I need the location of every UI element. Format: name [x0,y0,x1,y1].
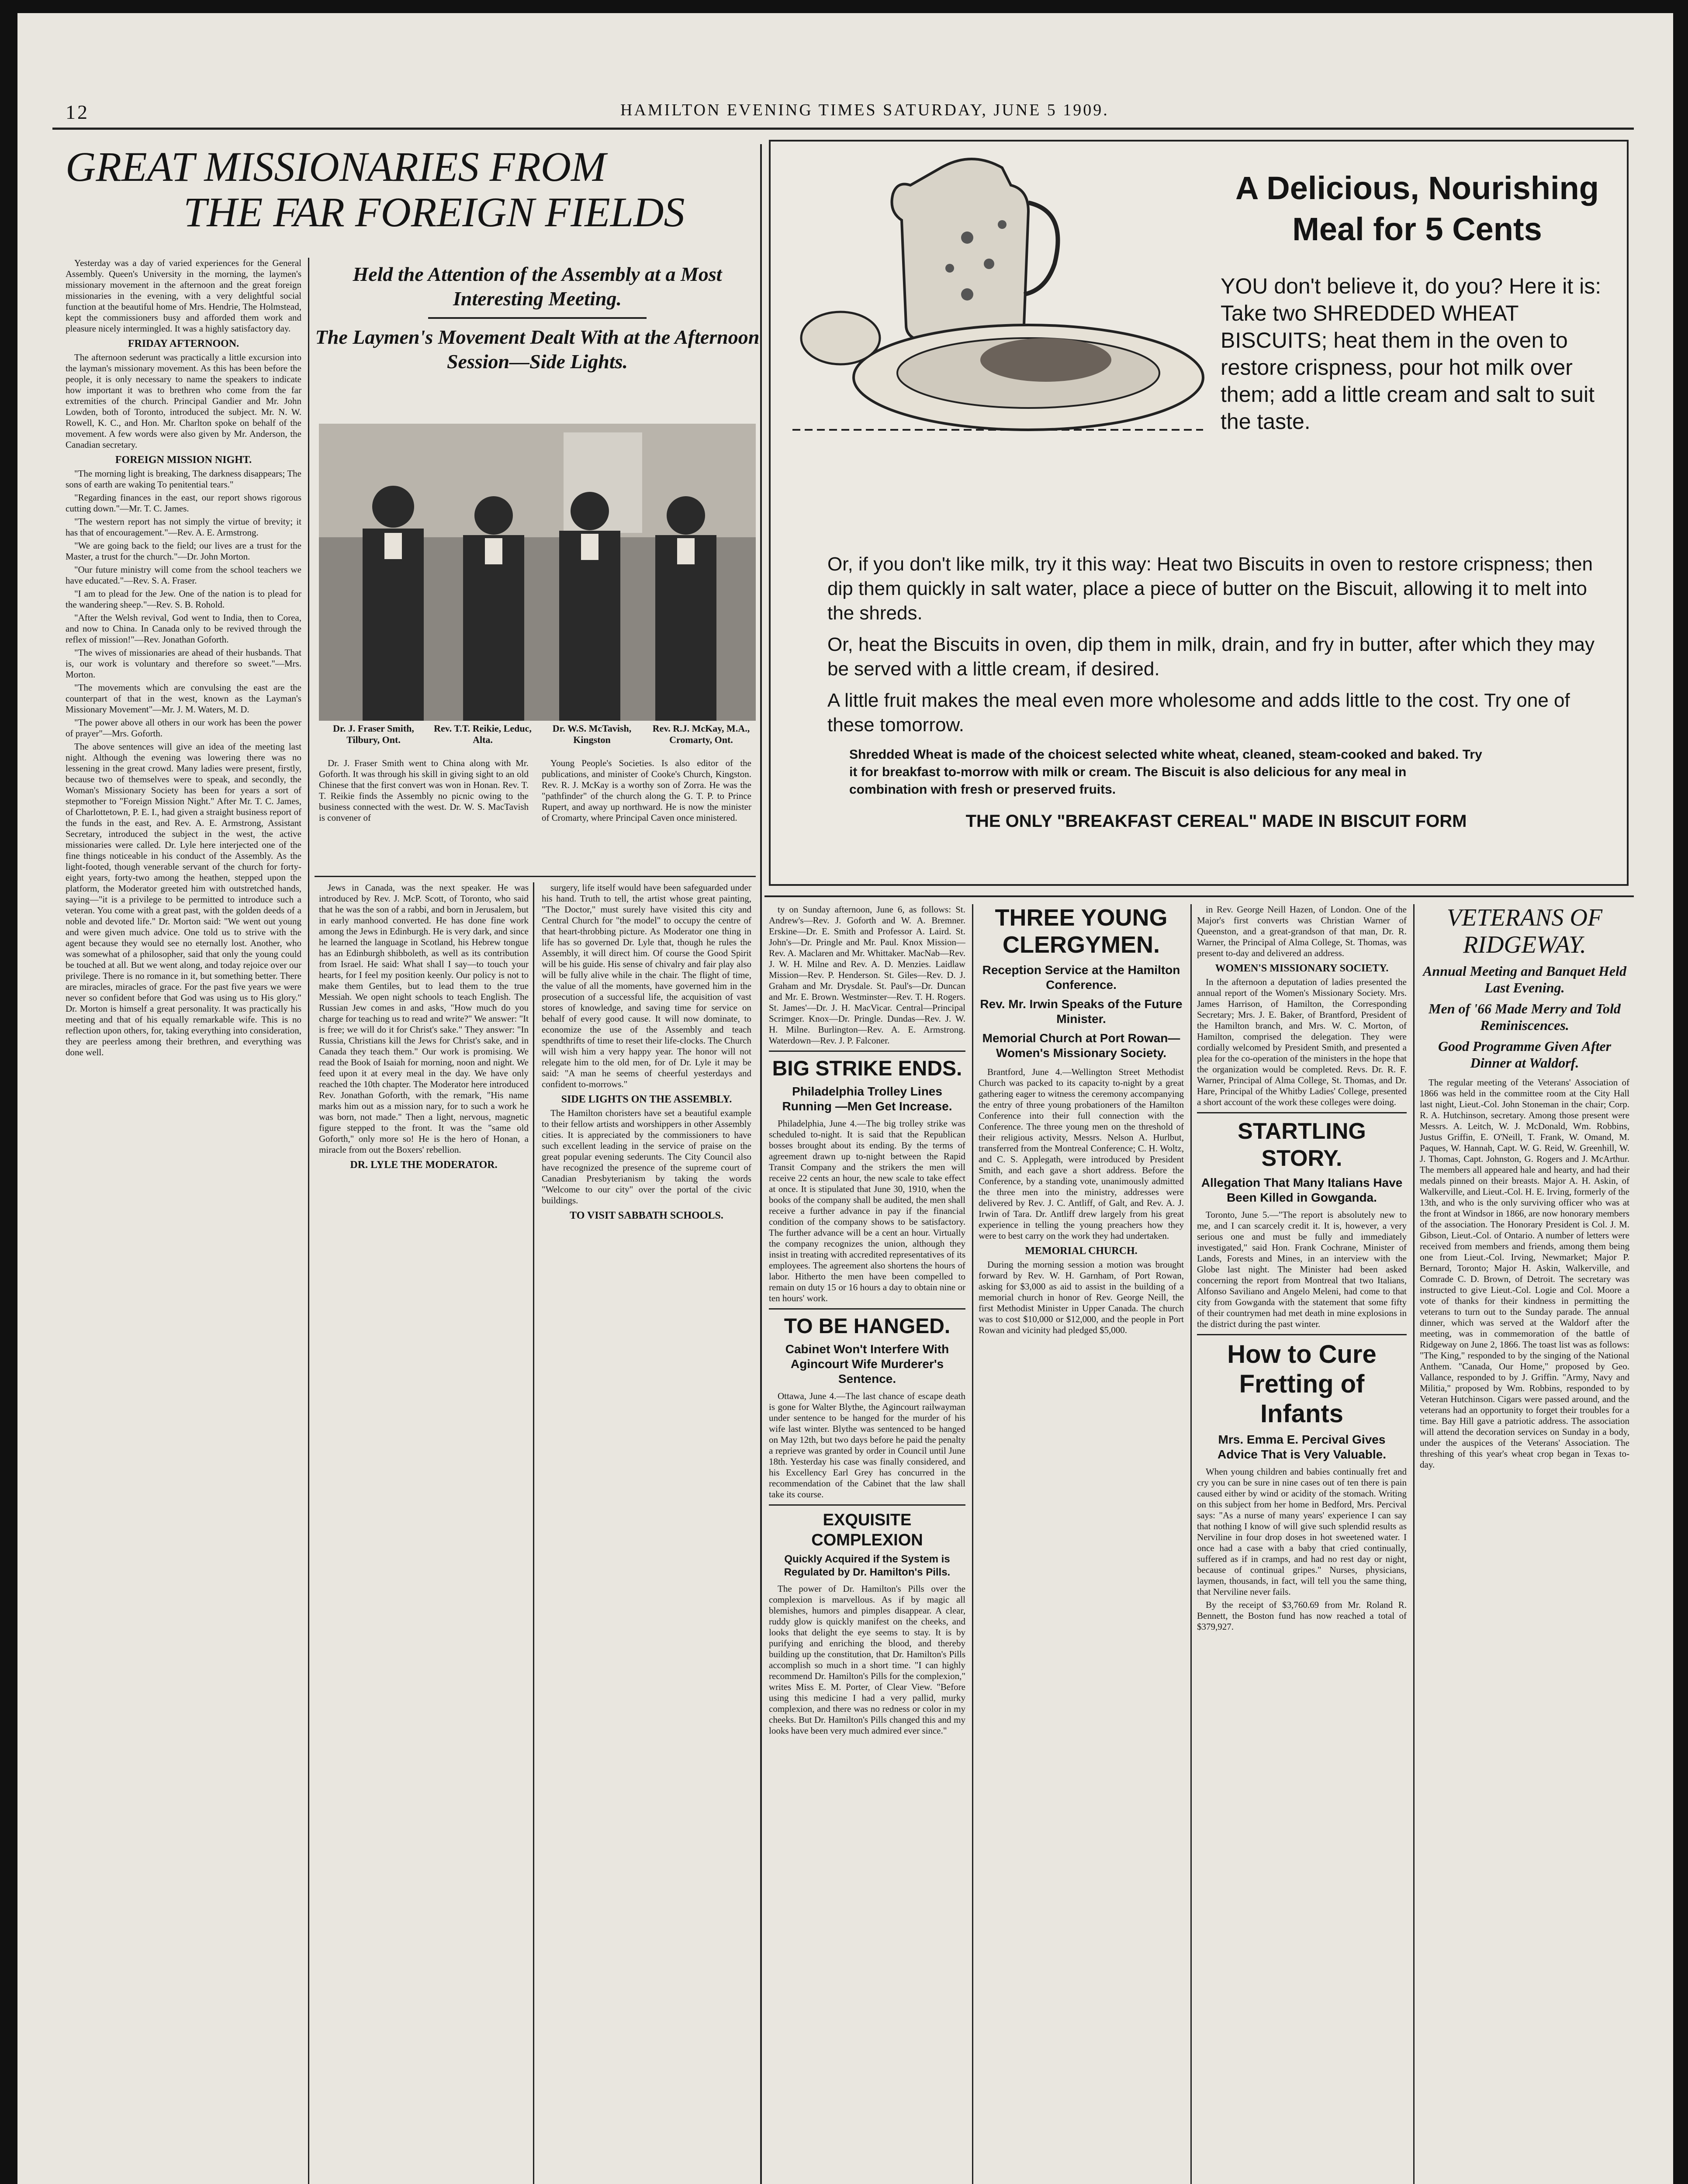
clergymen-deck-3: Memorial Church at Port Rowan—Women's Missionary Society. [982,1031,1180,1060]
photo-story-rule [315,876,756,877]
veterans-deck-2: Men of '66 Made Merry and Told Reminiscences. [1429,1001,1621,1033]
headline-line-2: THE FAR FOREIGN FIELDS [183,189,685,235]
subhead-side-lights: SIDE LIGHTS ON THE ASSEMBLY. [561,1094,732,1105]
infants-footer: By the receipt of $3,760.69 from Mr. Roland R. Bennett, the Boston fund has now reached a total of $379,927. [1197,1600,1407,1632]
missionaries-decks [315,262,760,411]
story-rule [769,1504,965,1506]
complexion-headline: EXQUISITE COMPLEXION [811,1511,923,1549]
hanged-deck: Cabinet Won't Interfere With Agincourt Wife Murderer's Sentence. [785,1342,949,1386]
ad-intro-block [784,273,1614,543]
column-rule [308,258,309,2184]
subhead-wms: WOMEN'S MISSIONARY SOCIETY. [1215,963,1389,974]
quote-2: "Regarding finances in the east, our report shows rigorous cutting down."—Mr. T. C. James. [66,492,301,514]
startling-headline: STARTLING STORY. [1238,1119,1366,1171]
infants-deck: Mrs. Emma E. Percival Gives Advice That is Very Valuable. [1218,1433,1386,1461]
side-lights-body: The Hamilton choristers have set a beautiful example to their fellow artists and worshippers in other Assembly cities. It is appreciated by the commissioners to have such excellent leading in the service of praise on the great popular evening sederunts. The City Council also have recognized the presence of the supreme court of Canadian Presbyterianism by taking the words "Welcome to our city" over the portal of the civic buildings. [542,1108,751,1206]
story-rule [1197,1334,1407,1335]
wms-intro: in Rev. George Neill Hazen, of London. One of the Major's first converts was Christian Warner of Queenston, and a great-grandson of that man, Dr. R. Warner, the Principal of Alma College, St. Thomas, was present to-day and delivered an address. [1197,904,1407,958]
missionaries-column-2 [319,882,529,2184]
news-column-4 [769,904,965,2184]
complexion-deck: Quickly Acquired if the System is Regulated by Dr. Hamilton's Pills. [784,1553,951,1578]
subhead-memorial-church: MEMORIAL CHURCH. [1025,1245,1138,1257]
clergymen-deck-1: Reception Service at the Hamilton Conference. [982,963,1180,992]
clergymen-deck-2: Rev. Mr. Irwin Speaks of the Future Minister. [980,997,1183,1026]
quote-7: "After the Welsh revival, God went to India, then to Corea, and now to China. In Canada only to be revived through the reflex of mission!"—Rev. Jonathan Goforth. [66,612,301,645]
ad-paragraph-4: A little fruit makes the meal even more wholesome and adds little to the cost. Try one of these tomorrow. [827,690,1570,736]
caption-mctavish: Dr. W.S. McTavish, Kingston [552,723,632,745]
subhead-friday-afternoon: FRIDAY AFTERNOON. [128,338,239,349]
deck-divider [428,317,647,319]
startling-deck: Allegation That Many Italians Have Been Killed in Gowganda. [1201,1176,1403,1204]
masthead [66,100,1621,127]
caption-reikie: Rev. T.T. Reikie, Leduc, Alta. [434,723,532,745]
column-3-body: surgery, life itself would have been safeguarded under his hand. Truth to tell, the artist whose great painting, "The Doctor," must surely have visited this city and Central Church for "the model" to occupy the centre of that heart-throbbing picture. As Moderator one thing in life has so governed Dr. Lyle that, though he rules the Assembly, it will direct him. Of course the Good Spirit will be his guide. His sense of chivalry and fair play also will be fully alive while in the chair. The flight of time, the value of all the moments, have governed him in the prosecution of a successful life, the acquisition of vast stores of knowledge, and saving time for service on behalf of every good cause. It will now dominate, to economize the use of the Assembly and teach spendthrifts of time to reset their life-clocks. The Church will wish him a very happy year. The honor will not relegate him to the old men, for of Dr. Lyle it may be said: "A man he seems of cheerful yesterdays and confident to-morrows." [542,882,751,1089]
infants-body: When young children and babies continually fret and cry you can be sure in nine cases out of ten there is pain caused either by wind or acidity of the stomach. Writing on this subject from her home in Bedford, Mrs. Percival says: "As a nurse of many years' experience I can say that nothing I know of will give such splendid results as Nerviline in four drop doses in hot sweetened water. I once had a case with a baby that cried continually, suffered as if in cramps, and had no rest day or night, because of continual gripes." Nurses, physicians, laymen, thousands, in fact, will tell you the same thing, that Nerviline never fails. [1197,1466,1407,1597]
photo-story-left [319,758,529,871]
hanged-headline: TO BE HANGED. [784,1315,951,1338]
veterans-deck-3: Good Programme Given After Dinner at Waldorf. [1438,1038,1612,1071]
missionaries-column-3 [542,882,751,2184]
quote-9: "The movements which are convulsing the east are the counterpart of that in the west, known as the Layman's Missionary Movement"—Mr. J. M. Waters, M. D. [66,682,301,715]
photo-story-left-text: Dr. J. Fraser Smith went to China along with Mr. Goforth. It was through his skill in giving sight to an old Chinese that the first convert was won in Honan. Rev. T. T. Reikie finds the Assembly no picnic owing to the business connected with the west. Dr. W. S. MacTavish is convener of [319,758,529,823]
strike-deck: Philadelphia Trolley Lines Running —Men Get Increase. [782,1085,952,1113]
news-column-6 [1197,904,1407,2184]
column-2-body: Jews in Canada, was the next speaker. He was introduced by Rev. J. McP. Scott, of Toronto, who said that he was the son of a rabbi, and born in Jerusalem, but in early manhood converted. He has done fine work among the Jews in Edinburgh. He is very dark, and since he learned the language in Scotland, his Hebrew tongue has an Edinburgh shibboleth, as well as its contribution from Israel. He said: What shall I say—to touch your hearts, for I feel my position keenly. Our policy is not to make them Gentiles, but to lead them to the true Messiah. We open night schools to teach English. The Russian Jew comes in and asks, "How much do you charge for teaching us to read and write?" We answer: "It is free; we will do it for Christ's sake." They answer: "In Russia, Christians kill the Jews for Christ's sake, and in Canada they teach them." Our work is promising. We read the Book of Isaiah for morning, noon and night. We feed upon it at every meal in the day. We have only reached the 10th chapter. The Moderator here introduced Rev. Jonathan Goforth, with the remark, "His name marks him out as a mission nary, for to such a work he was born, not made." Then a light, nervous, magnetic figure stepped to the front. It was the "same old Goforth," only more so! He is the hero of Honan, a miracle from out the Boxers' rebellion. [319,882,529,1155]
strike-body: Philadelphia, June 4.—The big trolley strike was scheduled to-night. It is said that the Republican bosses brought about its ending. By the terms of agreement drawn up to-night between the Rapid Transit Company and the strikers the men will receive 22 cents an hour, the new scale to take effect at once. It is stipulated that June 30, 1910, when the books of the company shall be audited, the men shall receive a further advance in pay if the financial condition of the company shows to be satisfactory. The further advance will be a cent an hour. Virtually the company recognizes the union, although they insist in treating with accredited representatives of its employees. The agreement also shortens the hours of labor. Hitherto the men have been compelled to remain on duty 15 or 16 hours a day to obtain nine or ten hours' work. [769,1118,965,1303]
clergymen-headline: THREE YOUNG CLERGYMEN. [995,905,1168,958]
wms-body: In the afternoon a deputation of ladies presented the annual report of the Women's Missionary Society. Mrs. James Harrison, of Hamilton, the Corresponding Secretary; Mrs. J. E. Baker, of Brantford, President of the Hamilton branch, and Mrs. W. C. Morton, of Hamilton, comprised the delegation. They were cordially welcomed by President Smith, and presented a plea for the co-operation of the ministers in the hope that the organization would be completed. Revs. Dr. R. F. Warner, Principal of Alma College, St. Thomas, and Dr. Hare, Principal of the Whitby Ladies' College, presented a short account of the work these colleges were doing. [1197,977,1407,1107]
quote-10: "The power above all others in our work has been the power of prayer"—Mrs. Goforth. [66,717,301,739]
story-rule [769,1051,965,1052]
news-column-7 [1420,904,1629,2184]
subhead-moderator: DR. LYLE THE MODERATOR. [350,1159,498,1171]
quote-1: "The morning light is breaking, The darkness disappears; The sons of earth are waking To penitential tears." [66,468,301,490]
photo-story-right [542,758,751,871]
ad-float-spacer [784,273,1221,535]
column-rule [1413,904,1415,2184]
veterans-deck-1: Annual Meeting and Banquet Held Last Evening. [1423,963,1626,995]
deck-1: Held the Attention of the Assembly at a Most Interesting Meeting. [353,263,722,310]
missionaries-headline [66,144,764,245]
article-lead: Yesterday was a day of varied experiences for the General Assembly. Queen's University in the morning, the laymen's missionary movement in the afternoon and the great foreign missionaries in the evening, with a very delightful social function at the beautiful home of Mrs. Hendrie, The Holmstead, kept the commissioners busy and afforded them work and pleasure nicely intermingled. It was a highly satisfactory day. [66,258,301,334]
column-rule [1190,904,1192,2184]
quote-6: "I am to plead for the Jew. One of the nation is to plead for the wandering sheep."—Rev. S. B. Rohold. [66,588,301,610]
news-column-5 [979,904,1184,2184]
veterans-body: The regular meeting of the Veterans' Association of 1866 was held in the committee room at the City Hall last night, Lieut.-Col. John Stoneman in the chair; Corp. R. A. Hutchinson, secretary. Among those present were Messrs. A. Leitch, W. J. McDonald, Wm. Robbins, Justus Griffin, E. O'Neill, T. Frank, W. Omand, M. Paques, W. Hannah, Capt. W. G. Reid, W. Greenhill, W. J. Thomas, Capt. Johnston, G. Rogers and J. McArthur. The members all appeared hale and hearty, and had their medals pinned on their breasts. Major A. H. Askin, of Walkerville, and Lieut.-Col. H. E. Irving, formerly of the 13th, and who is the only surviving officer who was at the front at Windsor in 1866, are now honorary members of the association. The Honorary President is Col. J. M. Gibson, Lieut.-Col. of Ontario. A number of letters were received from members and friends, among them being one from Lieut.-Col. Irving, Newmarket; Major P. Bernard, Toronto; Major H. Askin, Walkerville, and Comrade C. D. Brown, of Detroit. The secretary was instructed to give Lieut.-Col. Logie and Col. Moore a vote of thanks for their kindness in permitting the veterans to turn out to the Sunday parade. The annual dinner, which was served at the Waldorf after the meeting, was in commemoration of the battle of Ridgeway on June 2, 1866. The toast list was as follows: "The King," responded to by the singing of the National Anthem. "Canada, Our Home," proposed by Geo. Vallance, responded to by J. Griffin. "Army, Navy and Militia," proposed by Wm. Robbins, responded to by Veteran Hutchinson. Cigars were passed around, and the veterans had an opportunity to forget their troubles for a time. Bay Hill gave a patriotic address. The association will attend the decoration services on Sunday in a body, under the auspices of the Veterans' Association. The threshing of this year's wheat crop began in Texas to-day. [1420,1077,1629,1470]
quote-4: "We are going back to the field; our lives are a trust for the Master, a trust for the church."—Dr. John Morton. [66,540,301,562]
ad-paragraph-2: Or, if you don't like milk, try it this way: Heat two Biscuits in oven to restore crispness; then dip them quickly in salt water, place a piece of butter on the Biscuit, allowing it to melt into the shreds. [827,553,1593,624]
memorial-body: During the morning session a motion was brought forward by Rev. W. H. Garnham, of Port Rowan, asking for $3,000 as aid to assist in the building of a memorial church in honor of Rev. George Neill, the first Methodist Minister in Upper Canada. The church was to cost $10,000 or $12,000, and the people in Port Rowan and vicinity had pledged $5,000. [979,1259,1184,1335]
church-list: ty on Sunday afternoon, June 6, as follows: St. Andrew's—Rev. J. Goforth and W. A. Bremner. Erskine—Dr. E. Smith and Professor A. Laird. St. John's—Dr. Pringle and Mr. Paul. Knox Mission—Rev. A. Maclaren and Mr. Whittaker. MacNab—Rev. J. W. H. Milne and Rev. A. D. Menzies. Laidlaw Mission—Rev. P. Henderson. St. Giles—Rev. D. J. Graham and Mr. Drysdale. St. Paul's—Dr. Duncan and Mr. E. Brown. Westminster—Rev. T. H. Rogers. St. James'—Dr. J. H. MacVicar. Central—Principal Scrimger. Knox—Dr. Pringle. Dundas—Rev. J. W. H. Milne. Burlington—Rev. A. E. Armstrong. Waterdown—Rev. J. P. Falconer. [769,904,965,1046]
subhead-sabbath-schools: TO VISIT SABBATH SCHOOLS. [570,1210,723,1221]
photo-illustration [319,424,756,721]
column-rule [972,904,973,2184]
photo-caption [319,723,756,753]
headline-line-1: GREAT MISSIONARIES FROM [66,144,606,190]
masthead-rule [52,128,1634,130]
story-rule [1197,1112,1407,1113]
ad-headline: A Delicious, Nourishing Meal for 5 Cents [1235,170,1599,247]
deck-2: The Laymen's Movement Dealt With at the Afternoon Session—Side Lights. [315,326,760,373]
caption-mckay: Rev. R.J. McKay, M.A., Cromarty, Ont. [652,723,750,745]
column-rule [533,882,534,2184]
clergymen-body: Brantford, June 4.—Wellington Street Methodist Church was packed to its capacity to-night by a great gathering eager to witness the ceremony accompanying the entry of three young probationers of the Hamilton Conference into their full connection with the Conference. The three young men on the threshold of their religious activity, Messrs. Nelson A. Hurlbut, transferred from the Montreal Conference; C. H. Woltz, and C. S. Applegath, were introduced by President Smith, and each gave a short address. Before the Conference, by a standing vote, unanimously admitted the three men into the ministry, addresses were delivered by Rev. J. C. Antliff, of Galt, and Rev. A. J. Irwin of Tara. Dr. Antliff drew largely from his great experience in telling the young preachers how they were to best carry on the work they had undertaken. [979,1067,1184,1241]
story-rule [769,1308,965,1310]
shredded-wheat-ad [769,140,1629,886]
quote-5: "Our future ministry will come from the school teachers we have educated."—Rev. S. A. Fraser. [66,564,301,586]
photo-story-right-text: Young People's Societies. Is also editor of the publications, and minister of Cooke's Church, Kingston. Rev. R. J. McKay is a worthy son of Zorra. He was the "pathfinder" of the church along the G. T. P. to Prince Rupert, and away up northward. He is now the minister of Cromarty, where Principal Caven once ministered. [542,758,751,823]
hanged-body: Ottawa, June 4.—The last chance of escape death is gone for Walter Blythe, the Agincourt railwayman under sentence to be hanged for the murder of his wife last winter. Blythe was sentenced to be hanged on May 12th, but two days before he paid the penalty a reprieve was granted by order in Council until June 18th. Yesterday his case was finally considered, and his Excellency Earl Grey has concurred in the recommendation of the Cabinet that the law shall take its course. [769,1391,965,1500]
afternoon-paragraph: The afternoon sederunt was practically a little excursion into the layman's missionary movement. As this has been before the people, it is only necessary to name the speakers to indicate how important it was to brethren who come from the far extremities of the church. Principal Gandier and Mr. John Lowden, both of Toronto, introduced the subject. Mr. N. W. Rowell, K. C., and Hon. Mr. Charlton spoke on behalf of the movement. A few words were also given by Mr. Anderson, the Canadian secretary. [66,352,301,450]
ad-footer: THE ONLY "BREAKFAST CEREAL" MADE IN BISCUIT FORM [965,812,1467,831]
clergymen-photo [319,424,756,721]
newspaper-page [17,13,1673,2184]
section-rule [764,895,1634,897]
ad-body [827,552,1605,884]
subhead-foreign-mission-night: FOREIGN MISSION NIGHT. [115,454,252,466]
ad-intro: YOU don't believe it, do you? Here it is: Take two SHREDDED WHEAT BISCUITS; heat them in the oven to restore crispness, pour hot milk over them; add a little cream and salt to suit the taste. [1221,274,1602,434]
column-1-body: The above sentences will give an idea of the meeting last night. Although the evening was lowering there was no lessening in the great crowd. Many ladies were present, firstly, because two of themselves were to speak, and secondly, the Woman's Missionary Society has been for years a sort of stepmother to "Foreign Mission Night." After Mr. T. C. James, of Charlottetown, P. E. I., had given a straight business report of the funds in the east, and Rev. A. E. Armstrong, Assistant Secretary, introduced the subject in the west, the active missionaries were called. Dr. Lyle here interjected one of the fine things noticeable in his conduct of the Assembly. As the light-footed, though venerable servant of the church for forty-eight years, forty-two among the heathen, stepped upon the platform, the Moderator greeted him with outstretched hands, saying—"it is a privilege to be permitted to introduce such a veteran. You come with a great past, with the golden deeds of a noble and devoted life." Dr. Morton said: "We went out young and were given much advice. One told us to strive with the agent because they would see no eternally lost. Another, who was somewhat of a philosopher, said that only the young could be touched at all. But we went along, and today rejoice over our privilege. There is no romance in it, but something better. There are miracles, miracles of grace. For the past five years we were never so confident before that God was using us to His glory." Dr. Morton is himself a great personality. It was practically his meeting and that of his equally remarkable wife. This is no reflection upon others, for, taking everything into consideration, they are peerless among their brethren, and everything was done well. [66,741,301,1057]
ad-paragraph-3: Or, heat the Biscuits in oven, dip them in milk, drain, and fry in butter, after which they may be served with a little cream, if desired. [827,634,1595,680]
missionaries-column-1 [66,258,301,2184]
quote-8: "The wives of missionaries are ahead of their husbands. That is, our work is voluntary and therefore so sweet."—Mrs. Morton. [66,647,301,680]
ad-small-print: Shredded Wheat is made of the choicest selected white wheat, cleaned, steam-cooked and baked. Try it for breakfast to-morrow with milk or cream. The Biscuit is also delicious for any meal in combination with fresh or preserved fruits. [849,747,1482,797]
masthead-title: HAMILTON EVENING TIMES SATURDAY, JUNE 5 1909. [620,101,1109,119]
quote-3: "The western report has not simply the virtue of brevity; it has that of encouragement."—Rev. A. E. Armstrong. [66,516,301,538]
complexion-body: The power of Dr. Hamilton's Pills over the complexion is marvellous. As if by magic all blemishes, humors and pimples disappear. A clear, ruddy glow is quickly manifest on the cheeks, and looks that delight the eye seems to stay. It is by purifying and enriching the blood, and thereby building up the constitution, that Dr. Hamilton's Pills accomplish so much in a short time. "I can highly recommend Dr. Hamilton's Pills for the complexion," writes Miss E. M. Porter, of Clear View. "Before using this medicine I had a very pallid, murky complexion, and there was no redness or color in my cheeks. But Dr. Hamilton's Pills changed this and my looks have been very much admired ever since." [769,1583,965,1736]
veterans-headline: VETERANS OF RIDGEWAY. [1446,904,1603,958]
caption-smith: Dr. J. Fraser Smith, Tilbury, Ont. [333,723,414,745]
infants-headline: How to Cure Fretting of Infants [1227,1340,1377,1428]
startling-body: Toronto, June 5.—"The report is absolutely new to me, and I can scarcely credit it. It is, however, a very serious one and must be fully and immediately investigated," said Hon. Frank Cochrane, Minister of Lands, Forests and Mines, in an interview with the Globe last night. The Minister had been asked concerning the report from Montreal that two Italians, Alfonso Saviliano and Angelo Meleni, had come to that city from Gowganda with the statement that some fifty of their countrymen had met death in mine explosions in the district during the past winter. [1197,1209,1407,1329]
page-number: 12 [66,101,89,123]
column-rule [760,144,762,2184]
strike-headline: BIG STRIKE ENDS. [772,1057,962,1080]
